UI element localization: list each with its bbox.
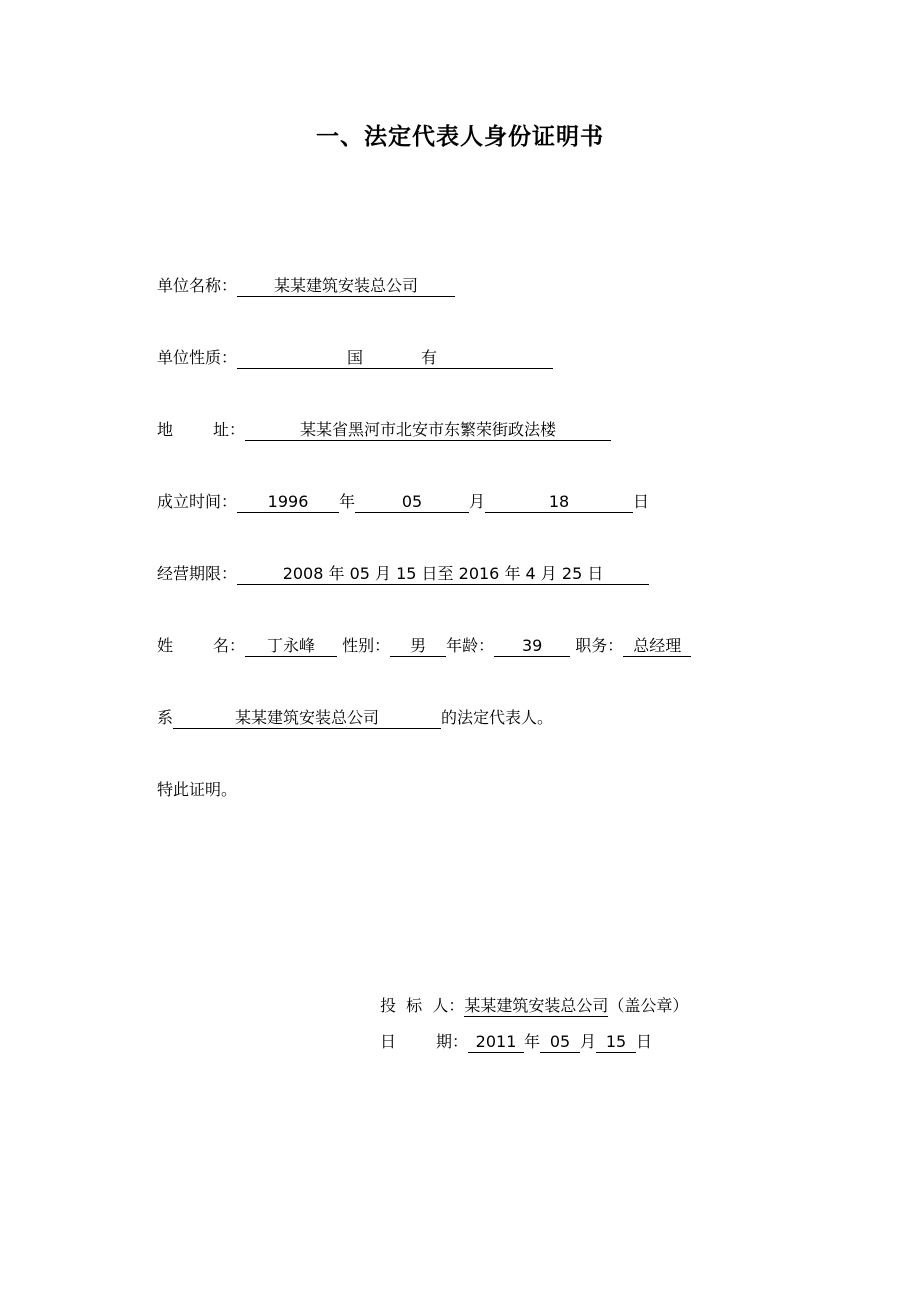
- date-day-unit: 日: [636, 1032, 653, 1051]
- statement-row: [157, 707, 553, 729]
- name-label-a: 姓: [157, 636, 174, 655]
- address-row: [157, 419, 611, 441]
- gender-value: 男: [390, 635, 446, 657]
- unit-nature-value-1: 国: [347, 348, 364, 367]
- age-value: 39: [494, 635, 570, 657]
- date-year: 2011: [468, 1031, 524, 1053]
- business-term-value: 2008 年 05 月 15 日至 2016 年 4 月 25 日: [237, 563, 649, 585]
- date-year-unit: 年: [524, 1032, 541, 1051]
- date-month-unit: 月: [580, 1032, 597, 1051]
- date-label-a: 日: [380, 1032, 397, 1051]
- bidder-label: 投 标 人：: [380, 996, 465, 1015]
- document-title: 一、法定代表人身份证明书: [316, 124, 604, 150]
- statement-prefix: 系: [157, 708, 174, 727]
- established-year: 1996: [237, 491, 339, 513]
- established-label: 成立时间：: [157, 492, 238, 511]
- business-term-label: 经营期限：: [157, 564, 238, 583]
- bidder-seal: （盖公章）: [608, 996, 689, 1015]
- established-day-unit: 日: [633, 492, 650, 511]
- date-label-b: 期：: [436, 1032, 469, 1051]
- age-label: 年龄：: [446, 636, 495, 655]
- date-day: 15: [596, 1031, 636, 1053]
- address-label-a: 地: [157, 420, 174, 439]
- position-label: 职务：: [575, 636, 624, 655]
- established-month-unit: 月: [469, 492, 486, 511]
- established-row: [157, 491, 649, 513]
- address-label-b: 址：: [213, 420, 246, 439]
- established-month: 05: [355, 491, 469, 513]
- unit-name-value: 某某建筑安装总公司: [237, 275, 455, 297]
- address-value: 某某省黑河市北安市东繁荣街政法楼: [245, 419, 611, 441]
- name-value: 丁永峰: [245, 635, 337, 657]
- unit-nature-value-2: 有: [421, 348, 438, 367]
- gender-label: 性别：: [342, 636, 391, 655]
- name-label-b: 名：: [213, 636, 246, 655]
- unit-nature-row: [157, 347, 553, 369]
- established-day: 18: [485, 491, 633, 513]
- unit-nature-label: 单位性质：: [157, 348, 238, 367]
- statement-suffix: 的法定代表人。: [441, 708, 554, 727]
- position-value: 总经理: [623, 635, 691, 657]
- unit-name-label: 单位名称：: [157, 276, 238, 295]
- statement-company: 某某建筑安装总公司: [173, 707, 441, 729]
- bidder-row: [380, 995, 688, 1017]
- business-term-row: [157, 563, 649, 585]
- date-row: [380, 1031, 652, 1053]
- date-month: 05: [540, 1031, 580, 1053]
- person-row: [157, 635, 691, 657]
- unit-name-row: [157, 275, 455, 297]
- bidder-value: 某某建筑安装总公司: [464, 996, 609, 1015]
- established-year-unit: 年: [339, 492, 356, 511]
- certify-text: 特此证明。: [157, 780, 238, 799]
- unit-nature-underline: [237, 347, 553, 369]
